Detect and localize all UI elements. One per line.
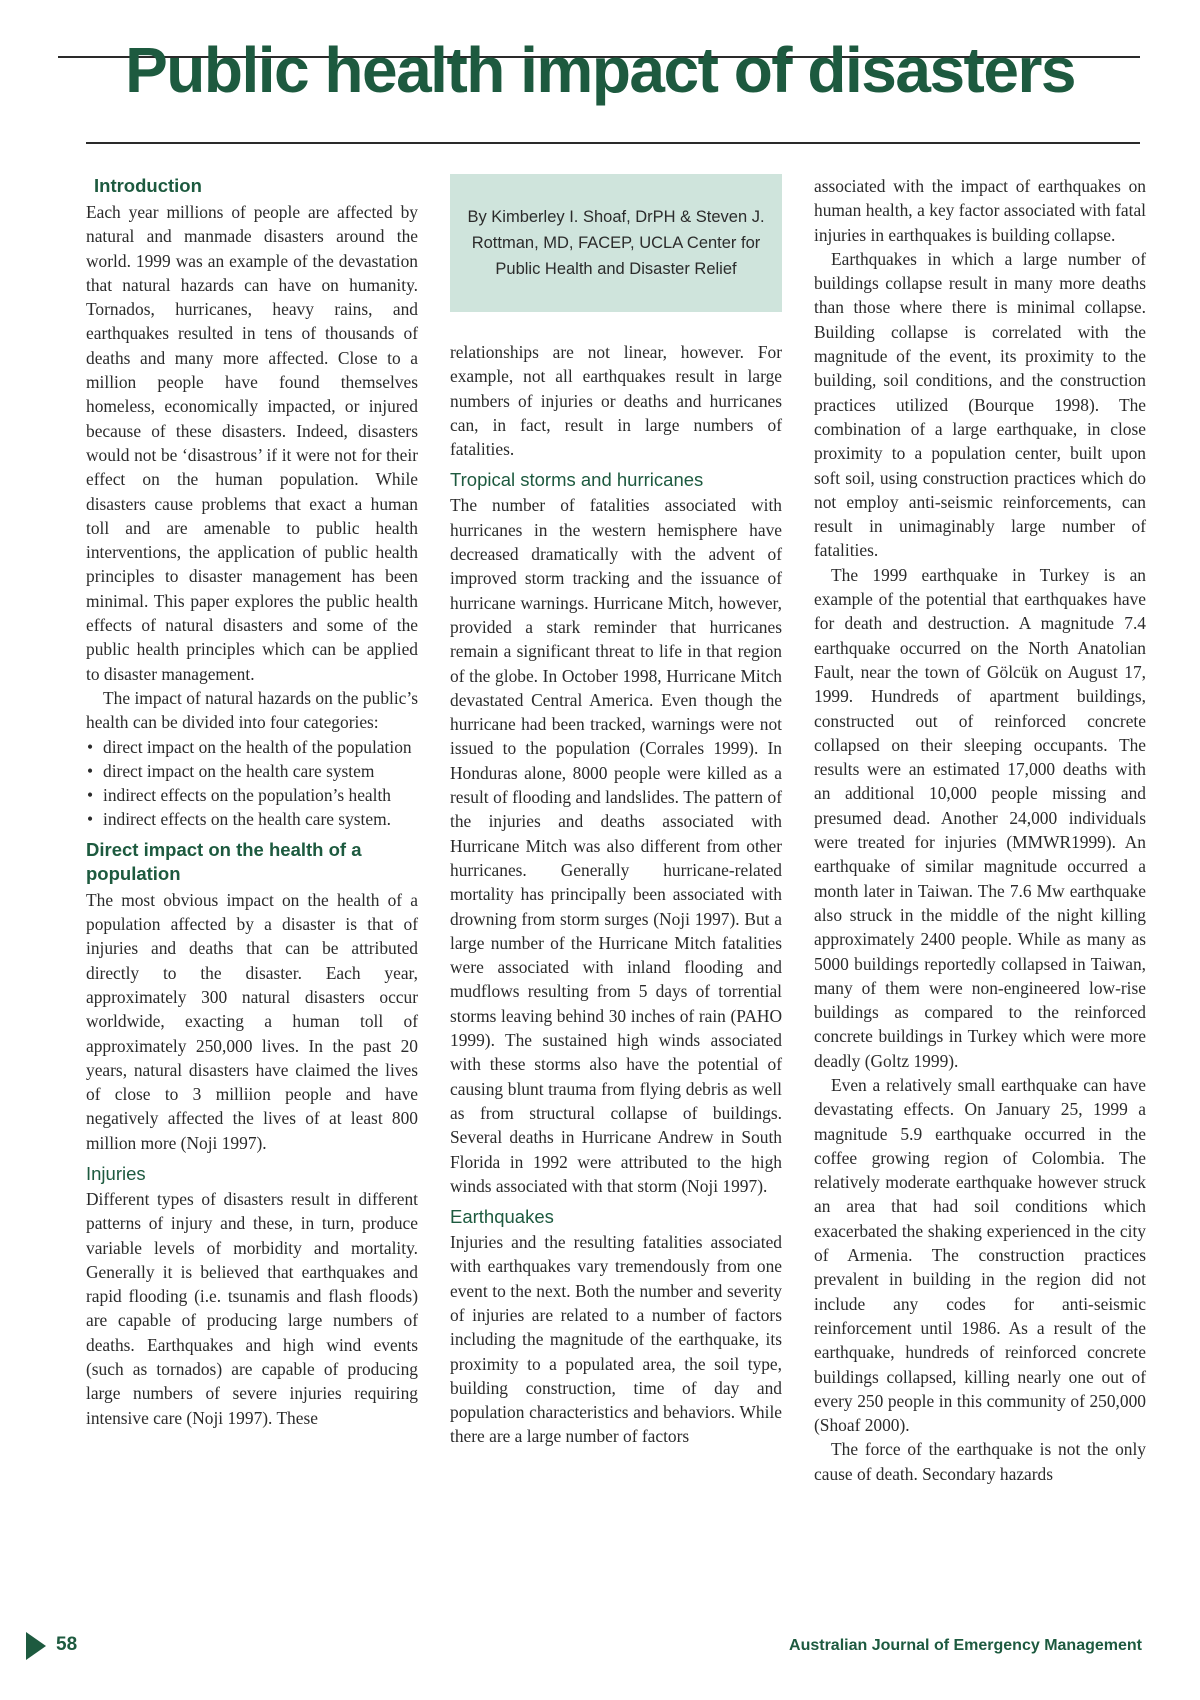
- earthquakes-heading: Earthquakes: [450, 1206, 554, 1228]
- list-item: • direct impact on the health of the population: [86, 735, 418, 759]
- list-item: • indirect effects on the population’s health: [86, 783, 418, 807]
- author-byline: By Kimberley I. Shoaf, DrPH & Steven J. Rottman, MD, FACEP, UCLA Center for Public Health and Disaster Relief: [467, 208, 765, 278]
- earthquakes-paragraph: Injuries and the resulting fatalities associated with earthquakes vary tremendously from one event to the next. Both the number and severity of injuries are related to a number of factors including the magnitude of the earthquake, its proximity to a populated area, the soil type, building construction, time of day and population characteristics and behaviors. While there are a large number of factors: [450, 1232, 782, 1447]
- list-item: • direct impact on the health care system: [86, 759, 418, 783]
- turkey-earthquake-paragraph: The 1999 earthquake in Turkey is an example of the potential that earthquakes have for death and destruction. A magnitude 7.4 earthquake occurred on the North Anatolian Fault, near the town of Gölcük on August 17, 1999. Hundreds of apartment buildings, constructed out of reinforced concrete collapsed on their sleeping occupants. The results were an estimated 17,000 deaths with an additional 10,000 people missing and presumed dead. Another 24,000 individuals were treated for injuries (MMWR1999). An earthquake of similar magnitude occurred a month later in Taiwan. The 7.6 Mw earthquake also struck in the middle of the night killing approximately 2400 people. While as many as 5000 buildings reportedly collapsed in Taiwan, many of them were non-engineered low-rise buildings as compared to the reinforced concrete buildings in Turkey which were more deadly (Goltz 1999).: [814, 564, 1146, 1071]
- injuries-heading: Injuries: [86, 1162, 146, 1184]
- journal-name: Australian Journal of Emergency Management: [789, 1637, 1142, 1654]
- earthquake-factors-paragraph: associated with the impact of earthquakes on human health, a key factor associated with fatal injuries in earthquakes is building collapse.: [814, 176, 1146, 245]
- tropical-storms-paragraph: The number of fatalities associated with hurricanes in the western hemisphere have decreased dramatically with the advent of improved storm tracking and the issuance of hurricane warnings. Hurricane Mitch, however, provided a stark reminder that hurricanes remain a significant threat to life in that region of the globe. In October 1998, Hurricane Mitch devastated Central America. Even though the hurricane had been tracked, warnings were not issued to the population (Corrales 1999). In Honduras alone, 8000 people were killed as a result of flooding and landslides. The pattern of the injuries and deaths associated with Hurricane Mitch was also different from other hurricanes. Generally hurricane-related mortality has principally been associated with drowning from storm surges (Noji 1997). But a large number of the Hurricane Mitch fatalities were associated with inland flooding and mudflows resulting from 5 days of torrential storms leaving behind 30 inches of rain (PAHO 1999). The sustained high winds associated with these storms also have the potential of causing blunt trauma from flying debris as well as from structural collapse of buildings. Several deaths in Hurricane Andrew in South Florida in 1992 were attributed to the high winds associated with that storm (Noji 1997).: [450, 495, 782, 1196]
- relationships-paragraph: relationships are not linear, however. For example, not all earthquakes result in large numbers of injuries or deaths and hurricanes can, in fact, result in large numbers of fatalities.: [450, 342, 782, 460]
- direct-impact-paragraph: The most obvious impact on the health of a population affected by a disaster is that of injuries and deaths that can be attributed directly to the disaster. Each year, approximately 300 natural disasters occur worldwide, exacting a human toll of approximately 250,000 lives. In the past 20 years, natural disasters have claimed the lives of close to 3 milliion people and have negatively affected the lives of at least 800 million more (Noji 1997).: [86, 889, 418, 1153]
- list-item: • indirect effects on the health care system.: [86, 807, 418, 831]
- column-2: [450, 174, 782, 1449]
- page-arrow-icon: [26, 1632, 46, 1660]
- column-1: [86, 174, 418, 1430]
- impact-categories-list: [86, 735, 418, 832]
- tropical-storms-heading: Tropical storms and hurricanes: [450, 469, 704, 491]
- introduction-heading: Introduction: [94, 175, 202, 196]
- author-byline-box: [450, 174, 782, 312]
- intro-paragraph-1: Each year millions of people are affected by natural and manmade disasters around the world. 1999 was an example of the devastation that natural hazards can have on humanity. Tornados, hurricanes, heavy rains, and earthquakes resulted in tens of thousands of deaths and many more affected. Close to a million people have found themselves homeless, economically impacted, or injured because of these disasters. Indeed, disasters would not be ‘disastrous’ if it were not for their effect on the human population. While disasters cause problems that exact a human toll and are amenable to public health interventions, the application of public health principles to disaster management has been minimal. This paper explores the public health effects of natural disasters and some of the public health principles which can be applied to disaster management.: [86, 202, 418, 684]
- colombia-earthquake-paragraph: Even a relatively small earthquake can have devastating effects. On January 25, 1999 a magnitude 5.9 earthquake occurred in the coffee growing region of Colombia. The relatively moderate earthquake however struck an area that had soil conditions which exacerbated the shaking experienced in the city of Armenia. The construction practices prevalent in building in the region did not include any codes for anti-seismic reinforcement until 1986. As a result of the earthquake, hundreds of reinforced concrete buildings collapsed, killing nearly one out of every 250 people in this community of 250,000 (Shoaf 2000).: [814, 1074, 1146, 1436]
- building-collapse-paragraph: Earthquakes in which a large number of buildings collapse result in many more deaths than those where there is minimal collapse. Building collapse is correlated with the magnitude of the event, its proximity to the building, soil conditions, and the construction practices utilized (Bourque 1998). The combination of a large earthquake, in close proximity to a population center, built upon soft soil, using construction practices which do not employ anti-seismic reinforcements, can result in unimaginably large number of fatalities.: [814, 248, 1146, 561]
- intro-paragraph-2: The impact of natural hazards on the public’s health can be divided into four categories:: [86, 687, 418, 733]
- secondary-hazards-paragraph: The force of the earthquake is not the only cause of death. Secondary hazards: [814, 1439, 1146, 1484]
- page-number: 58: [56, 1634, 78, 1655]
- direct-impact-heading: Direct impact on the health of a population: [86, 838, 362, 884]
- column-3: [814, 174, 1146, 1486]
- injuries-paragraph: Different types of disasters result in different patterns of injury and these, in turn, produce variable levels of morbidity and mortality. Generally it is believed that earthquakes and rapid flooding (i.e. tsunamis and flash floods) are capable of producing large numbers of deaths. Earthquakes and high wind events (such as tornados) are capable of producing large numbers of severe injuries requiring intensive care (Noji 1997). These: [86, 1188, 418, 1428]
- page-title: Public health impact of disasters: [125, 34, 1075, 106]
- title-underline: [86, 142, 1140, 144]
